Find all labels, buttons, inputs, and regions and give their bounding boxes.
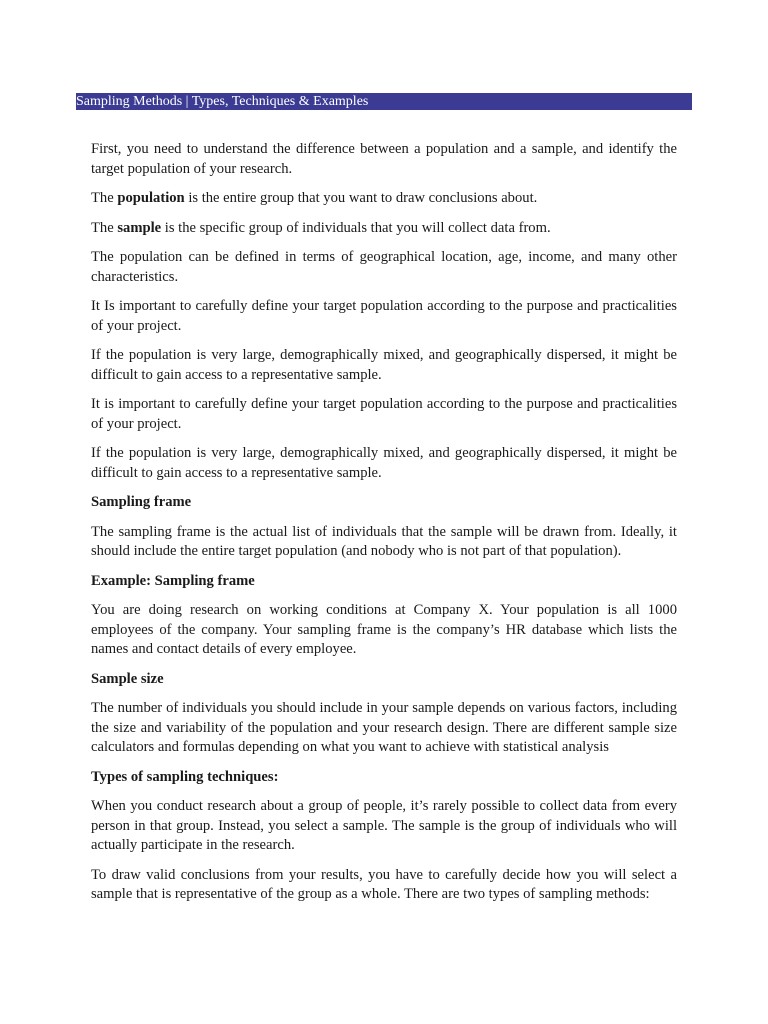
document-title-bar: Sampling Methods | Types, Techniques & Examples xyxy=(76,93,692,110)
paragraph-population-definition xyxy=(91,189,677,209)
section-heading: Example: Sampling frame xyxy=(91,572,255,589)
section-heading: Sampling frame xyxy=(91,494,192,510)
paragraph: First, you need to understand the difference between a population and a sample, and identify the target population of your research. xyxy=(91,141,677,177)
document-body xyxy=(91,140,677,915)
paragraph: If the population is very large, demographically mixed, and geographically dispersed, it might be difficult to gain access to a representative sample. xyxy=(91,445,677,481)
term-sample: sample xyxy=(117,219,162,236)
paragraph: It is important to carefully define your target population according to the purpose and practicalities of your project. xyxy=(91,396,677,432)
section-heading: Sample size xyxy=(91,670,164,687)
paragraph: To draw valid conclusions from your results, you have to carefully decide how you will select a sample that is representative of the group as a whole. There are two types of sampling methods: xyxy=(91,866,677,902)
paragraph: The population can be defined in terms of geographical location, age, income, and many other characteristics. xyxy=(91,249,677,285)
paragraph: You are doing research on working conditions at Company X. Your population is all 1000 employees of the company. Your sampling frame is the company’s HR database which lists the names and contact details of every employee. xyxy=(91,602,677,657)
paragraph: When you conduct research about a group of people, it’s rarely possible to collect data from every person in that group. Instead, you select a sample. The sample is the group of individuals who will actually participate in the research. xyxy=(91,798,677,853)
paragraph: It Is important to carefully define your target population according to the purpose and practicalities of your project. xyxy=(91,298,677,334)
section-heading: Types of sampling techniques: xyxy=(91,768,279,785)
term-population: population xyxy=(117,190,185,206)
text-run: The xyxy=(91,219,118,236)
text-run: is the entire group that you want to draw conclusions about. xyxy=(184,190,538,206)
paragraph: If the population is very large, demographically mixed, and geographically dispersed, it might be difficult to gain access to a representative sample. xyxy=(91,347,677,383)
paragraph: The number of individuals you should include in your sample depends on various factors, including the size and variability of the population and your research design. There are different sample size calculators and formulas depending on what you want to achieve with statistical analysis xyxy=(91,700,677,755)
paragraph-sample-definition xyxy=(91,219,677,239)
text-run: The xyxy=(91,190,118,206)
paragraph: The sampling frame is the actual list of individuals that the sample will be drawn from. Ideally, it should include the entire target population (and nobody who is not part of that population). xyxy=(91,523,677,559)
text-run: is the specific group of individuals that you will collect data from. xyxy=(161,219,551,236)
